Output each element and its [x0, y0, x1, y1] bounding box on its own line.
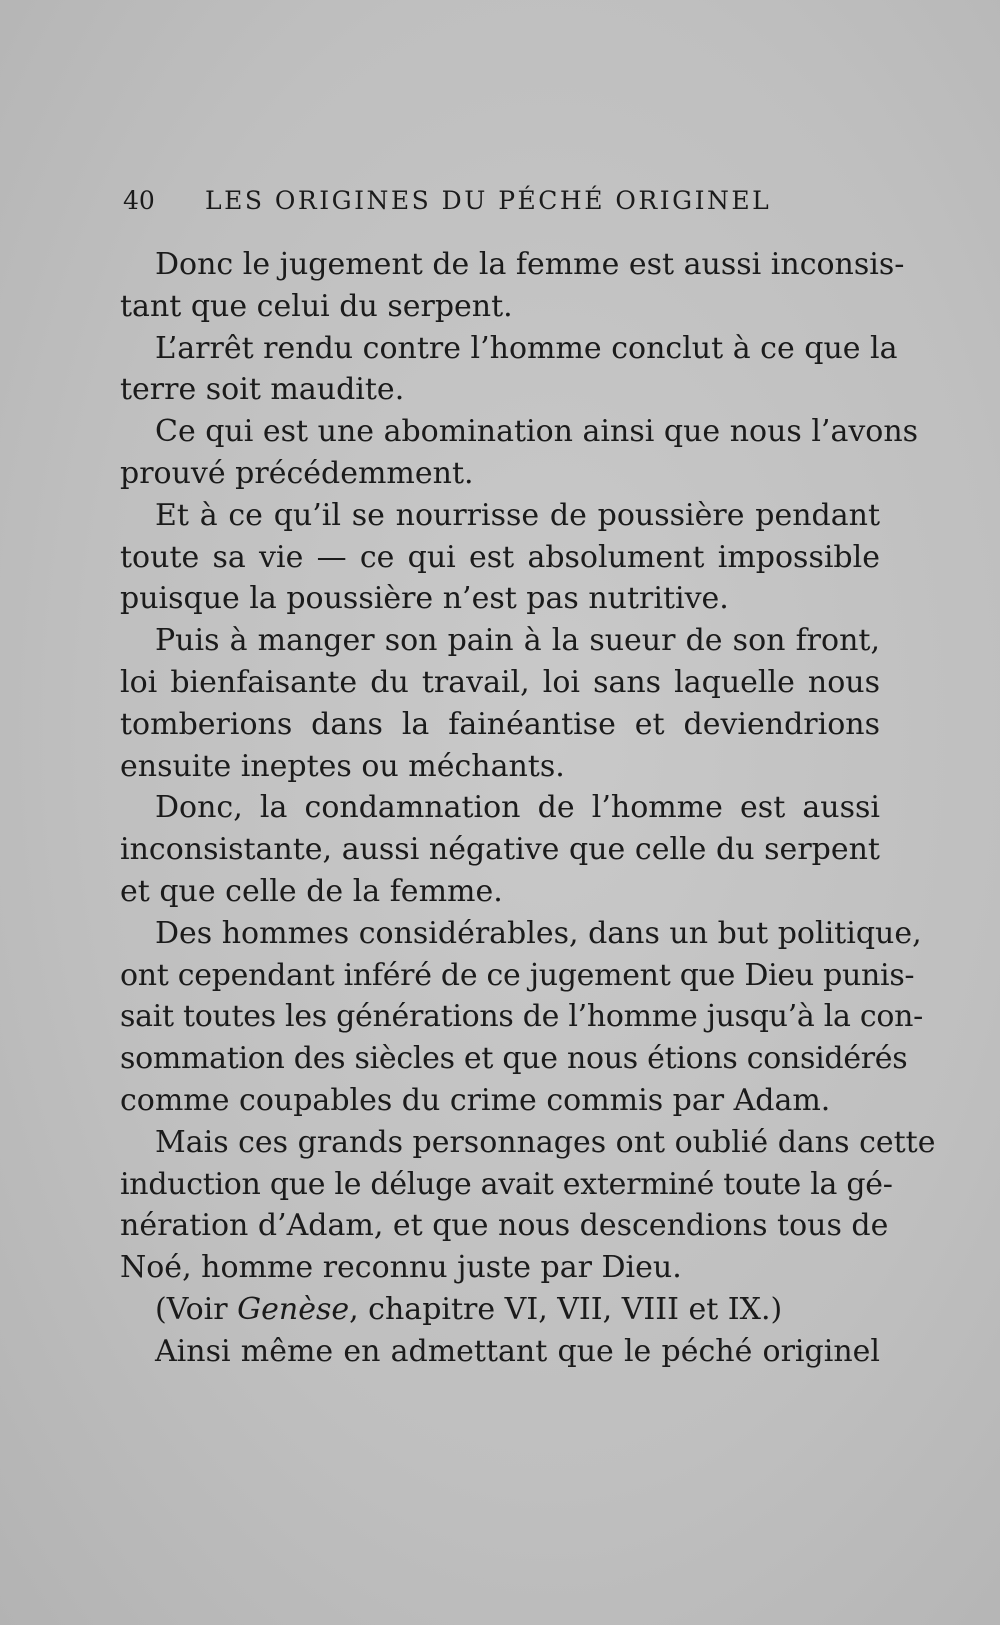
text-line: L’arrêt rendu contre l’homme conclut à ce que la: [155, 330, 898, 366]
text-line: tant que celui du serpent.: [120, 288, 513, 324]
text-line: nération d’Adam, et que nous descendions tous de: [120, 1208, 889, 1244]
text-line: sait toutes les générations de l’homme jusqu’à la con-: [120, 999, 923, 1035]
text-line: Puis à manger son pain à la sueur de son front,: [155, 623, 880, 659]
text-line: terre soit maudite.: [120, 372, 405, 408]
text-line: sommation des siècles et que nous étions considérés: [120, 1041, 908, 1077]
body-text: [120, 244, 936, 1373]
text-line: Ainsi même en admettant que le péché originel: [155, 1333, 880, 1369]
text-line: Ce qui est une abomination ainsi que nous l’avons: [155, 414, 919, 450]
text-line: Des hommes considérables, dans un but politique,: [155, 915, 922, 951]
text-line: Et à ce qu’il se nourrisse de poussière pendant: [155, 497, 880, 533]
text-line: puisque la poussière n’est pas nutritive.: [120, 581, 729, 617]
text-line: et que celle de la femme.: [120, 873, 503, 909]
page-number: 40: [123, 186, 155, 215]
text-line: Donc, la condamnation de l’homme est aussi: [155, 790, 880, 826]
text-line: loi bienfaisante du travail, loi sans laquelle nous: [120, 664, 880, 700]
text-line: (Voir Genèse, chapitre VI, VII, VIII et IX.): [155, 1291, 783, 1327]
page-header: [123, 186, 803, 215]
book-title-italic: Genèse: [237, 1291, 350, 1327]
text-line: Noé, homme reconnu juste par Dieu.: [120, 1250, 682, 1286]
text-line: comme coupables du crime commis par Adam.: [120, 1082, 831, 1118]
text-line: prouvé précédemment.: [120, 455, 474, 491]
text-line: ensuite ineptes ou méchants.: [120, 748, 565, 784]
running-title: LES ORIGINES DU PÉCHÉ ORIGINEL: [205, 186, 772, 215]
text-line: Mais ces grands personnages ont oublié dans cette: [155, 1124, 936, 1160]
text-line: induction que le déluge avait exterminé toute la gé-: [120, 1166, 893, 1202]
text-line: tomberions dans la fainéantise et deviendrions: [120, 706, 880, 742]
text-line: inconsistante, aussi négative que celle du serpent: [120, 832, 880, 868]
text-line: toute sa vie — ce qui est absolument impossible: [120, 539, 880, 575]
text-line: ont cependant inféré de ce jugement que Dieu punis-: [120, 957, 915, 993]
text-line: Donc le jugement de la femme est aussi inconsis-: [155, 247, 905, 282]
